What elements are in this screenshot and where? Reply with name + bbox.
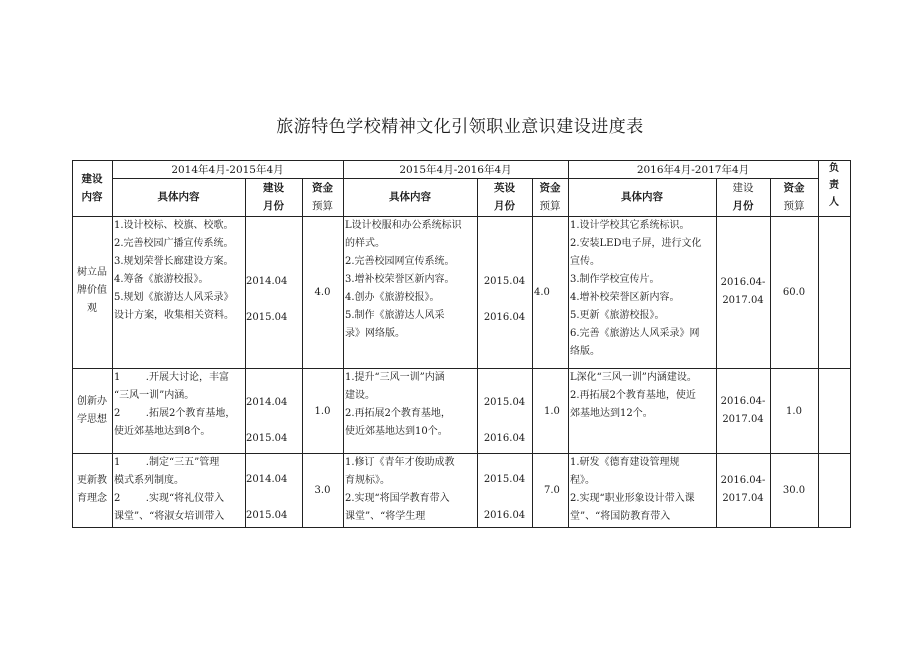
header-text: 责	[829, 180, 839, 191]
cell-text: 2014.04	[246, 474, 288, 485]
header-text: 建设	[263, 182, 284, 194]
cell-text: 郊基地达到12个。	[570, 408, 653, 419]
cell-text: 3.规划荣誉长廊建设方案。	[114, 256, 234, 267]
row-2-name	[72, 393, 112, 429]
header-text: 资金	[312, 182, 333, 194]
cell-text: 5.更新《旅游校报》。	[570, 310, 665, 321]
cell-text: 2015.04	[246, 510, 288, 521]
header-text: 英设	[494, 182, 515, 194]
header-content-3: 具体内容	[621, 191, 663, 203]
cell-text: 牌价值	[77, 285, 107, 296]
cell-text: 2015.04	[483, 397, 526, 408]
header-text: 月份	[494, 200, 515, 212]
cell-text: 宣传。	[570, 256, 600, 267]
cell-text: L设计校服和办公系统标识	[345, 220, 462, 231]
header-text: 建设	[732, 182, 754, 194]
cell-text: 4.筹备《旅游校报》。	[114, 274, 209, 285]
cell-text: 2016.04	[483, 510, 526, 521]
cell-text: 1.设计校标、校旗、校歌。	[114, 220, 234, 231]
row-2-month-3	[716, 393, 770, 429]
cell-text: 建设。	[345, 390, 375, 401]
header-text: 内容	[81, 191, 103, 203]
cell-text: 4.创办《旅游校报》。	[345, 292, 440, 303]
cell-text: 1.研发《德育建设管理规	[570, 457, 680, 468]
cell-text: 2015.04	[246, 312, 288, 323]
header-text: 月份	[732, 200, 754, 212]
cell-text: 模式系列制度。	[114, 475, 184, 486]
row-2-plan-3	[570, 369, 717, 423]
cell-text: 树立品	[77, 267, 107, 278]
row-1-plan-3	[570, 217, 717, 361]
cell-text: 2015.04	[483, 474, 526, 485]
cell-text: 2016.04-	[720, 475, 766, 486]
cell-text: 5.制作《旅游达人风采	[345, 310, 445, 321]
row-3-fund-2: 7.0	[544, 485, 560, 496]
cell-text: 2015.04	[246, 433, 288, 444]
cell-text: 设计方案，收集相关资料。	[114, 310, 234, 321]
row-3-plan-3	[570, 454, 717, 526]
cell-text: 使近郊基地达到8个。	[114, 426, 211, 437]
header-fund-3	[770, 179, 818, 215]
cell-text: 创新办	[77, 396, 107, 407]
cell-text: 2.完善校园广播宣传系统。	[114, 238, 234, 249]
cell-text: 育理念	[77, 493, 107, 504]
cell-text: 1.提升“三风一训”内涵	[345, 372, 445, 383]
row-2-fund-2: 1.0	[544, 406, 560, 417]
cell-text: 3.制作学校宣传片。	[570, 274, 660, 285]
cell-text: “三风一训”内涵。	[114, 390, 195, 401]
cell-text: 2014.04	[246, 397, 288, 408]
row-1-plan-1	[114, 217, 246, 325]
header-text: 资金	[539, 182, 561, 194]
cell-text: 2.实现“职业形象设计带入课	[570, 493, 695, 504]
cell-text: 育规标》。	[345, 475, 390, 486]
cell-text: 2014.04	[246, 276, 288, 287]
header-period-3: 2016年4月-2017年4月	[636, 164, 750, 176]
cell-text: 2016.04	[483, 433, 526, 444]
cell-text: 2017.04	[722, 414, 764, 425]
header-text: 资金	[783, 182, 805, 194]
cell-text: 课堂”、“将淑女培训带入	[114, 511, 225, 522]
row-1-month-3	[716, 274, 770, 310]
header-text: 建设	[81, 173, 103, 185]
row-2-fund-1: 1.0	[314, 406, 331, 417]
row-1-fund-2: 4.0	[534, 287, 550, 298]
header-text: 预算	[539, 200, 561, 212]
cell-text: 更新教	[77, 475, 107, 486]
row-2-plan-1	[114, 369, 246, 441]
cell-text: 堂”、“将国防教育带入	[570, 511, 671, 522]
row-3-plan-2	[345, 454, 477, 526]
cell-text: 2.再拓展2个教育基地，使近	[570, 390, 696, 401]
row-3-fund-3: 30.0	[782, 485, 806, 496]
cell-text: 课堂”、“将学生理	[345, 511, 426, 522]
row-2-plan-2	[345, 369, 477, 441]
cell-text: 2017.04	[722, 295, 764, 306]
row-3-plan-1	[114, 454, 246, 526]
row-2-fund-3: 1.0	[786, 406, 802, 417]
row-1-fund-3: 60.0	[782, 287, 806, 298]
header-text: 人	[829, 197, 839, 208]
header-content-2: 具体内容	[389, 191, 431, 203]
cell-text: 1 .制定“三五”管理	[114, 457, 220, 468]
row-1-month-1	[246, 264, 302, 336]
cell-text: 观	[87, 303, 97, 314]
row-2-month-1	[246, 385, 302, 457]
row-3-month-3	[716, 472, 770, 508]
cell-text: 1.修订《青年才俊助成教	[345, 457, 455, 468]
page-title: 旅游特色学校精神文化引领职业意识建设进度表	[276, 117, 644, 137]
header-month-1	[245, 179, 302, 215]
header-fund-2	[532, 179, 568, 215]
header-owner	[818, 160, 850, 211]
header-content-1: 具体内容	[157, 191, 200, 203]
row-3-name	[72, 472, 112, 508]
cell-text: 录》网络版。	[345, 328, 405, 339]
cell-text: 2.再拓展2个教育基地，	[345, 408, 451, 419]
row-3-fund-1: 3.0	[314, 485, 331, 496]
cell-text: 1.设计学校其它系统标识。	[570, 220, 690, 231]
cell-text: 的样式。	[345, 238, 385, 249]
row-3-month-2	[477, 462, 532, 534]
cell-text: 2015.04	[483, 276, 526, 287]
cell-text: 2017.04	[722, 493, 764, 504]
row-3-month-1	[246, 462, 302, 534]
header-month-3	[716, 179, 770, 215]
header-text: 预算	[312, 200, 333, 212]
cell-text: 使近郊基地达到10个。	[345, 426, 448, 437]
cell-text: 4.增补校荣誉区新内容。	[570, 292, 680, 303]
header-period-1: 2014年4月-2015年4月	[171, 164, 284, 176]
header-fund-1	[302, 179, 343, 215]
cell-text: 2.实现“将国学教育带入	[345, 493, 450, 504]
row-1-month-2	[477, 264, 532, 336]
row-1-name	[72, 264, 112, 318]
cell-text: 络版。	[570, 346, 600, 357]
header-text: 月份	[263, 200, 284, 212]
header-month-2	[477, 179, 532, 215]
cell-text: 3.增补校荣誉区新内容。	[345, 274, 455, 285]
cell-text: 2 .实现“将礼仪带入	[114, 493, 225, 504]
cell-text: 2016.04	[483, 312, 526, 323]
header-text: 负	[829, 163, 839, 174]
cell-text: 学思想	[77, 414, 107, 425]
cell-text: 1 .开展大讨论，丰富	[114, 372, 229, 383]
cell-text: 2 .拓展2个教育基地，	[114, 408, 236, 419]
cell-text: 2016.04-	[720, 396, 766, 407]
row-2-month-2	[477, 385, 532, 457]
header-text: 预算	[783, 200, 805, 212]
cell-text: 2.完善校园网宣传系统。	[345, 256, 455, 267]
cell-text: 2.安装LED电子屏，进行文化	[570, 238, 702, 249]
header-period-2: 2015年4月-2016年4月	[399, 164, 512, 176]
cell-text: 程》。	[570, 475, 595, 486]
row-1-plan-2	[345, 217, 477, 343]
header-construction-content	[72, 170, 112, 206]
cell-text: L深化“三风一训”内涵建设。	[570, 372, 697, 383]
cell-text: 2016.04-	[720, 277, 766, 288]
cell-text: 5.规划《旅游达人风采录》	[114, 292, 234, 303]
row-1-fund-1: 4.0	[314, 287, 331, 298]
cell-text: 6.完善《旅游达人风采录》网	[570, 328, 700, 339]
